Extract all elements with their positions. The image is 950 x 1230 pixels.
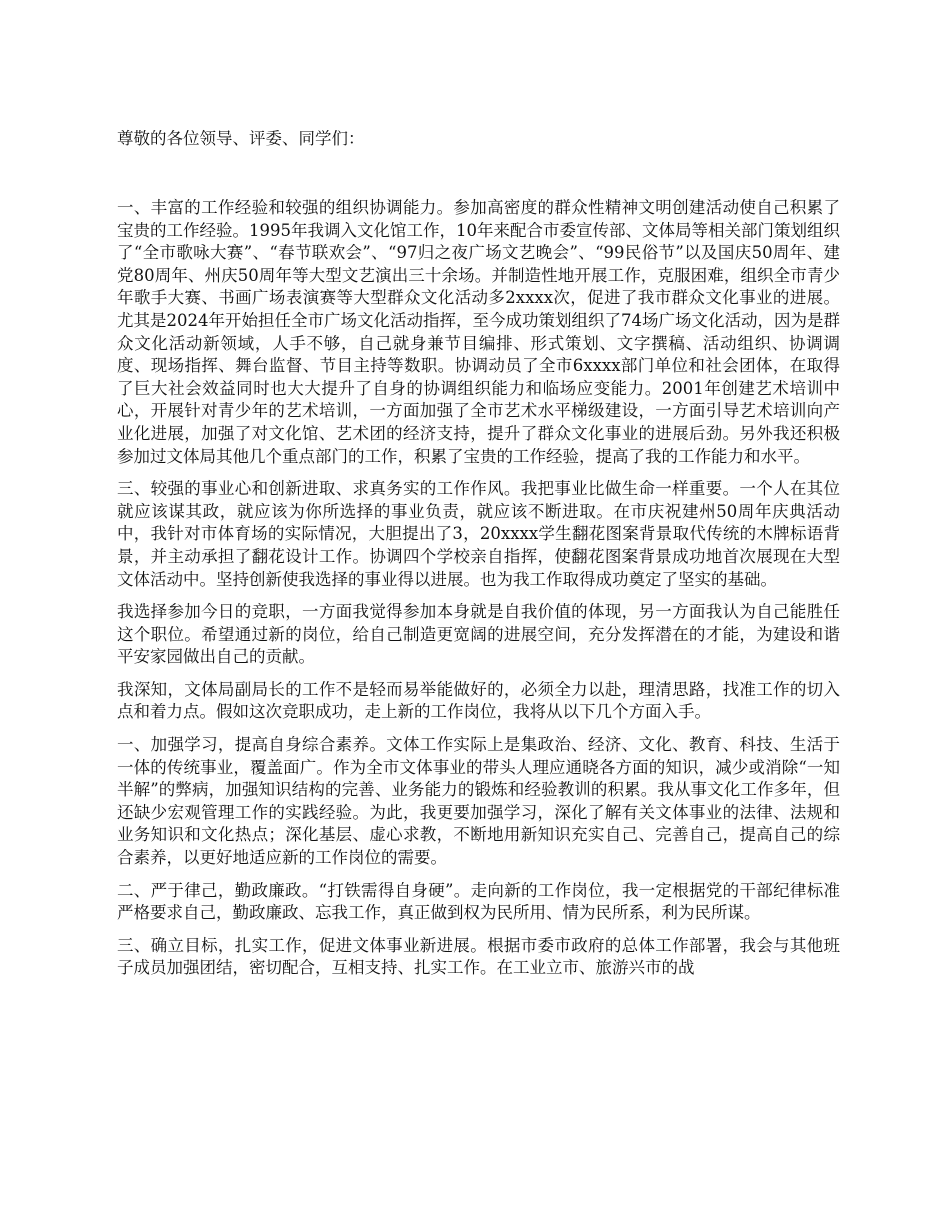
paragraph-dedication: 三、较强的事业心和创新进取、求真务实的工作作风。我把事业比做生命一样重要。一个人在其位就应该谋其政，就应该为你所选择的事业负责，就应该不断进取。在市庆祝建州50周年庆典活动中，我针对市体育场的实际情况，大胆提出了3，20xxxx学生翻花图案背景取代传统的木牌标语背景，并主动承担了翻花设计工作。协调四个学校亲自指挥，使翻花图案背景成功地首次展现在大型文体活动中。坚持创新使我选择的事业得以进展。也为我工作取得成功奠定了坚实的基础。 bbox=[117, 479, 840, 589]
salutation: 尊敬的各位领导、评委、同学们： bbox=[117, 129, 365, 148]
paragraph-goals: 三、确立目标，扎实工作，促进文体事业新进展。根据市委市政府的总体工作部署，我会与其他班子成员加强团结，密切配合，互相支持、扎实工作。在工业立市、旅游兴市的战 bbox=[117, 935, 840, 978]
paragraph-experience: 一、丰富的工作经验和较强的组织协调能力。参加高密度的群众性精神文明创建活动使自己积累了宝贵的工作经验。1995年我调入文化馆工作，10年来配合市委宣传部、文体局等相关部门策划组织了“全市歌咏大赛”、“春节联欢会”、“97归之夜广场文艺晚会”、“99民俗节”以及国庆50周年、建党80周年、州庆50周年等大型文艺演出三十余场。并制造性地开展工作，克服困难，组织全市青少年歌手大赛、书画广场表演赛等大型群众文化活动多2xxxx次，促进了我市群众文化事业的进展。尤其是2024年开始担任全市广场文化活动指挥，至今成功策划组织了74场广场文化活动，因为是群众文化活动新领域，人手不够，自己就身兼节目编排、形式策划、文字撰稿、活动组织、协调调度、现场指挥、舞台监督、节目主持等数职。协调动员了全市6xxxx部门单位和社会团体，在取得了巨大社会效益同时也大大提升了自身的协调组织能力和临场应变能力。2001年创建艺术培训中心，开展针对青少年的艺术培训，一方面加强了全市艺术水平梯级建设，一方面引导艺术培训向产业化进展，加强了对文化馆、艺术团的经济支持，提升了群众文化事业的进展后劲。另外我还积极参加过文体局其他几个重点部门的工作，积累了宝贵的工作经验，提高了我的工作能力和水平。 bbox=[117, 198, 840, 466]
paragraph-learning: 一、加强学习，提高自身综合素养。文体工作实际上是集政治、经济、文化、教育、科技、生活于一体的传统事业，覆盖面广。作为全市文体事业的带头人理应通晓各方面的知识，减少或消除“一知半解”的弊病，加强知识结构的完善、业务能力的锻炼和经验教训的积累。我从事文化工作多年，但还缺少宏观管理工作的实践经验。为此，我更要加强学习，深化了解有关文体事业的法律、法规和业务知识和文化热点；深化基层、虚心求教，不断地用新知识充实自己、完善自己，提高自己的综合素养，以更好地适应新的工作岗位的需要。 bbox=[117, 735, 840, 868]
paragraph-motivation: 我选择参加今日的竞职，一方面我觉得参加本身就是自我价值的体现，另一方面我认为自己能胜任这个职位。希望通过新的岗位，给自己制造更宽阔的进展空间，充分发挥潜在的才能，为建设和谐平安家园做出自己的贡献。 bbox=[117, 602, 840, 667]
paragraph-discipline: 二、严于律己，勤政廉政。“打铁需得自身硬”。走向新的工作岗位，我一定根据党的干部纪律标准严格要求自己，勤政廉政、忘我工作，真正做到权为民所用、情为民所系，利为民所谋。 bbox=[117, 880, 840, 923]
paragraph-approach: 我深知，文体局副局长的工作不是轻而易举能做好的，必须全力以赴，理清思路，找准工作的切入点和着力点。假如这次竞职成功，走上新的工作岗位，我将从以下几个方面入手。 bbox=[117, 679, 840, 722]
document-body bbox=[117, 197, 840, 990]
